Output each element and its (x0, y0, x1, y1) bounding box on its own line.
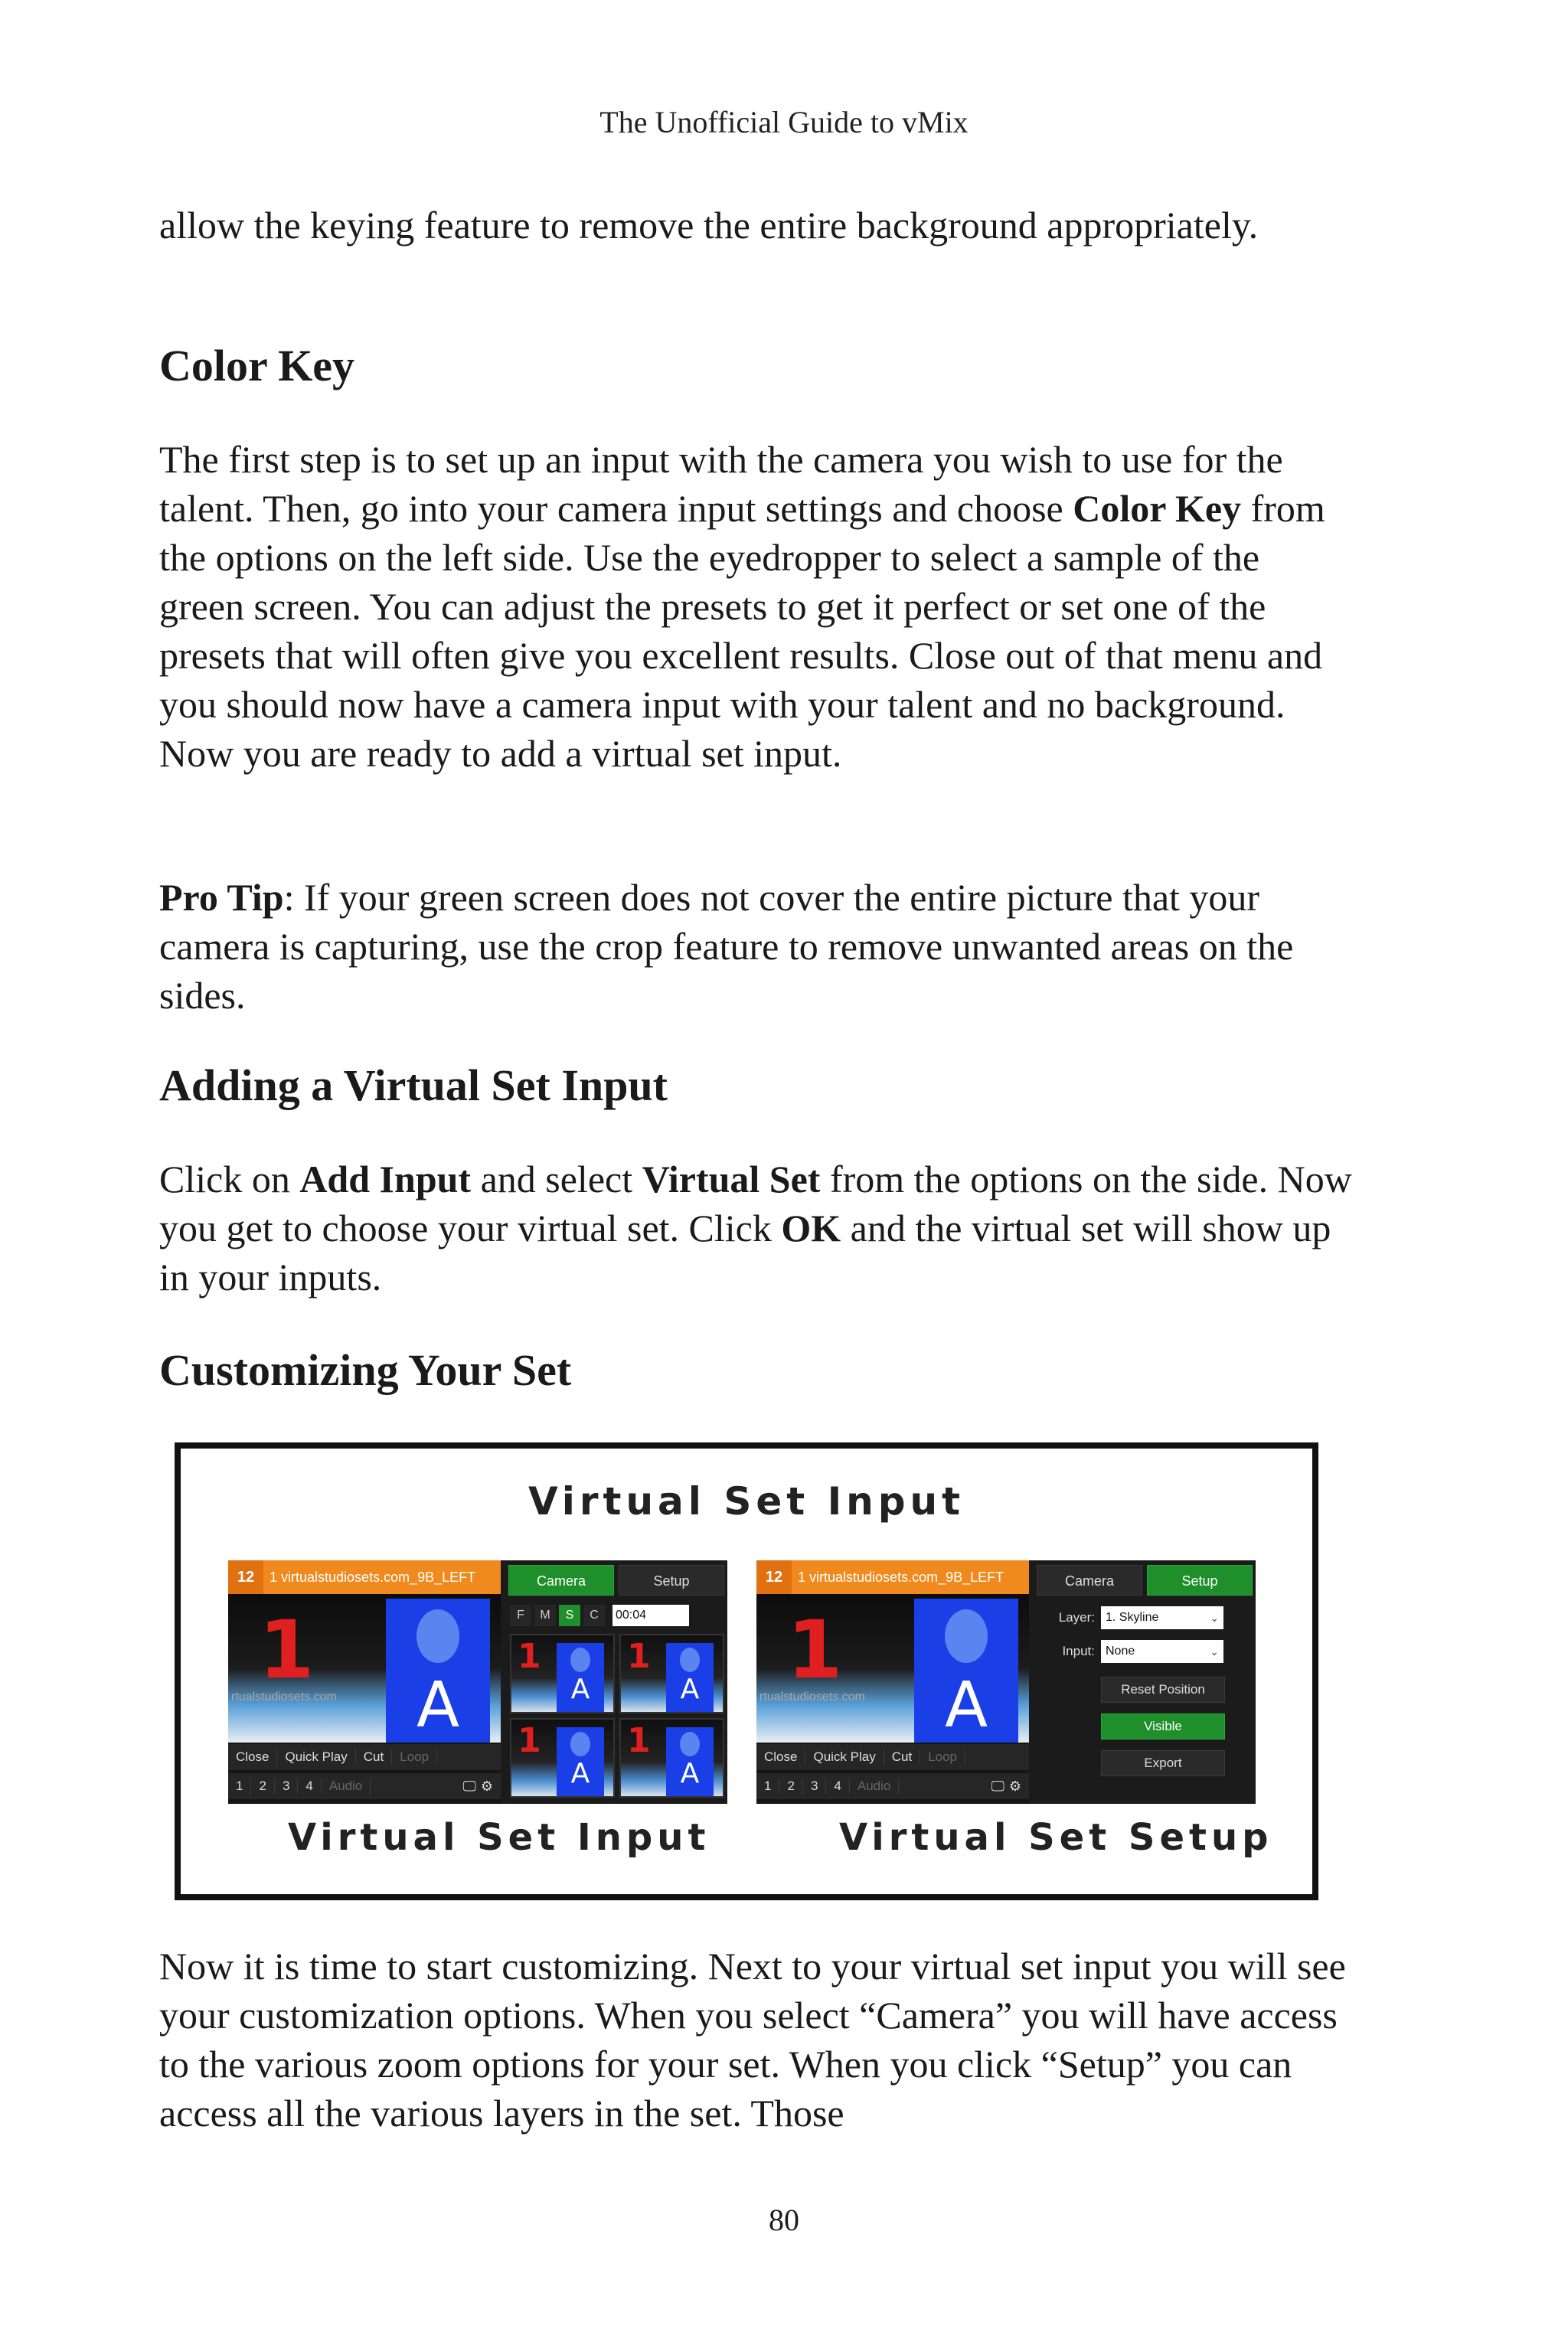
customizing-paragraph (159, 1942, 1354, 2138)
caption-right: Virtual Set Setup (839, 1816, 1273, 1859)
color-key-bold: Color Key (1073, 487, 1242, 530)
overlay-2-button[interactable]: 2 (779, 1779, 802, 1794)
camera-thumb[interactable] (619, 1718, 724, 1798)
m-button[interactable]: M (534, 1605, 556, 1626)
thumb-letter: A (570, 1674, 590, 1705)
camera-thumb[interactable] (510, 1718, 615, 1798)
heading-customizing: Customizing Your Set (159, 1345, 572, 1395)
intro-paragraph (159, 201, 1354, 250)
camera-controls (510, 1605, 689, 1626)
heading-color-key: Color Key (159, 341, 355, 390)
adding-text-3: from the options on the side. Now you get to choose your virtual set. Click (159, 1158, 1352, 1250)
thumb-letter: A (680, 1758, 700, 1789)
input-preview[interactable] (756, 1594, 1029, 1743)
gear-icon[interactable]: ⚙ (480, 1778, 493, 1794)
preview-number: 1 (259, 1603, 315, 1697)
camera-thumb[interactable] (510, 1634, 615, 1713)
camera-thumbnails (510, 1634, 724, 1798)
figure-title: Virtual Set Input (528, 1479, 965, 1524)
adding-paragraph (159, 1155, 1354, 1302)
virtual-set-bold: Virtual Set (642, 1158, 821, 1200)
gear-icon[interactable]: ⚙ (1008, 1778, 1021, 1794)
audio-button[interactable]: Audio (850, 1779, 899, 1794)
person-icon (570, 1732, 590, 1756)
intro-text: allow the keying feature to remove the entire background appropriately. (159, 204, 1259, 247)
input-controls (756, 1744, 1029, 1770)
duration-field[interactable]: 00:04 (612, 1605, 689, 1626)
quick-play-button[interactable]: Quick Play (277, 1749, 355, 1765)
caption-left: Virtual Set Input (288, 1816, 710, 1859)
input-name: 1 virtualstudiosets.com_9B_LEFT (798, 1569, 1004, 1585)
chevron-down-icon: ⌄ (1210, 1645, 1219, 1658)
cut-button[interactable]: Cut (356, 1749, 392, 1765)
monitor-gear-icons[interactable] (451, 1779, 501, 1795)
loop-button[interactable]: Loop (392, 1749, 437, 1765)
camera-side-panel (505, 1560, 727, 1804)
layer-label: Layer: (1058, 1610, 1095, 1625)
input-number: 12 (756, 1560, 792, 1594)
person-icon (680, 1732, 700, 1756)
virtual-set-input-panel (228, 1560, 727, 1804)
input-number: 12 (228, 1560, 263, 1594)
layer-row (1041, 1606, 1223, 1629)
thumb-number: 1 (627, 1721, 651, 1760)
thumb-person (666, 1727, 714, 1798)
overlay-1-button[interactable]: 1 (756, 1779, 779, 1794)
overlay-3-button[interactable]: 3 (803, 1779, 826, 1794)
side-tabs (508, 1565, 724, 1596)
talent-letter: A (944, 1669, 988, 1742)
overlay-2-button[interactable]: 2 (251, 1779, 274, 1794)
page-number: 80 (769, 2203, 799, 2237)
thumb-person (557, 1643, 604, 1713)
f-button[interactable]: F (510, 1605, 531, 1626)
input-title-bar[interactable] (228, 1560, 501, 1594)
pro-tip-label: Pro Tip (159, 876, 284, 919)
thumb-letter: A (570, 1758, 590, 1789)
adding-text-1: Click on (159, 1158, 290, 1200)
pro-tip-text: : If your green screen does not cover the entire picture that your camera is capturing, use the crop feature to remove unwanted areas on the sides. (159, 876, 1294, 1017)
thumb-number: 1 (518, 1721, 541, 1760)
customizing-text: Now it is time to start customizing. Next to your virtual set input you will see your customization options. When you select “Camera” you will have access to the various zoom options for your set. When you click “Setup” you can access all the various layers in the set. Those (159, 1945, 1346, 2135)
layer-value: 1. Skyline (1106, 1611, 1159, 1624)
input-tile (228, 1560, 501, 1804)
visible-button[interactable]: Visible (1101, 1713, 1225, 1740)
input-preview[interactable] (228, 1594, 501, 1743)
virtual-set-setup-panel (756, 1560, 1256, 1804)
ok-bold: OK (781, 1207, 841, 1250)
input-numbers (756, 1773, 1029, 1799)
overlay-4-button[interactable]: 4 (826, 1779, 849, 1794)
thumb-number: 1 (518, 1637, 541, 1676)
talent-letter: A (416, 1669, 460, 1742)
color-key-text-2: from the options on the left side. Use the eyedropper to select a sample of the green screen. You can adjust the presets to get it perfect or set one of the presets that will often give you excellent results. Close out of that menu and you should now have a camera input with your talent and no background. Now you are ready to add a virtual set input. (159, 487, 1325, 775)
close-button[interactable]: Close (228, 1749, 277, 1765)
thumb-letter: A (680, 1674, 700, 1705)
side-tabs (1037, 1565, 1253, 1596)
input-name: 1 virtualstudiosets.com_9B_LEFT (270, 1569, 476, 1585)
input-label: Input: (1062, 1644, 1095, 1658)
preview-watermark: rtualstudiosets.com (231, 1690, 337, 1704)
quick-play-button[interactable]: Quick Play (805, 1749, 884, 1765)
audio-button[interactable]: Audio (322, 1779, 371, 1794)
setup-side-panel (1034, 1560, 1256, 1804)
heading-adding-virtual-set: Adding a Virtual Set Input (159, 1060, 668, 1110)
color-key-text-1: The first step is to set up an input with the camera you wish to use for the talent. Then, go into your camera input settings and choose (159, 438, 1283, 530)
overlay-3-button[interactable]: 3 (275, 1779, 298, 1794)
s-button[interactable]: S (559, 1605, 580, 1626)
input-row (1041, 1640, 1223, 1663)
add-input-bold: Add Input (299, 1158, 472, 1200)
pro-tip-paragraph (159, 873, 1354, 1020)
cut-button[interactable]: Cut (884, 1749, 920, 1765)
monitor-icon[interactable]: 🖵 (462, 1778, 476, 1794)
input-title-bar[interactable] (756, 1560, 1029, 1594)
thumb-number: 1 (627, 1637, 651, 1676)
input-select[interactable] (1101, 1640, 1223, 1663)
tab-camera[interactable]: Camera (1037, 1565, 1142, 1596)
running-header: The Unofficial Guide to vMix (599, 105, 969, 139)
overlay-1-button[interactable]: 1 (228, 1779, 251, 1794)
talent-figure (386, 1599, 490, 1743)
tab-setup[interactable]: Setup (1147, 1565, 1253, 1596)
talent-figure (914, 1599, 1018, 1743)
monitor-icon[interactable]: 🖵 (991, 1778, 1004, 1794)
tab-setup[interactable]: Setup (619, 1565, 724, 1596)
export-button[interactable]: Export (1101, 1750, 1225, 1776)
adding-text-4: and the virtual set will show up in your inputs. (159, 1207, 1331, 1298)
loop-button[interactable]: Loop (920, 1749, 965, 1765)
thumb-person (557, 1727, 604, 1798)
monitor-gear-icons[interactable] (979, 1779, 1030, 1795)
color-key-paragraph (159, 435, 1354, 778)
input-value: None (1106, 1645, 1135, 1658)
thumb-person (666, 1643, 714, 1713)
reset-position-button[interactable]: Reset Position (1101, 1677, 1225, 1703)
input-numbers (228, 1773, 501, 1799)
camera-thumb[interactable] (619, 1634, 724, 1713)
person-icon (570, 1648, 590, 1672)
tab-camera[interactable]: Camera (508, 1565, 614, 1596)
preview-watermark: rtualstudiosets.com (760, 1690, 865, 1704)
chevron-down-icon: ⌄ (1210, 1612, 1219, 1624)
input-controls (228, 1744, 501, 1770)
c-button[interactable]: C (583, 1605, 605, 1626)
person-icon (680, 1648, 700, 1672)
adding-text-2: and select (480, 1158, 633, 1200)
virtual-set-figure (175, 1442, 1318, 1900)
input-tile (756, 1560, 1029, 1804)
layer-select[interactable] (1101, 1606, 1223, 1629)
close-button[interactable]: Close (756, 1749, 805, 1765)
person-icon (416, 1609, 459, 1663)
person-icon (945, 1609, 988, 1663)
preview-number: 1 (787, 1603, 843, 1697)
overlay-4-button[interactable]: 4 (298, 1779, 321, 1794)
